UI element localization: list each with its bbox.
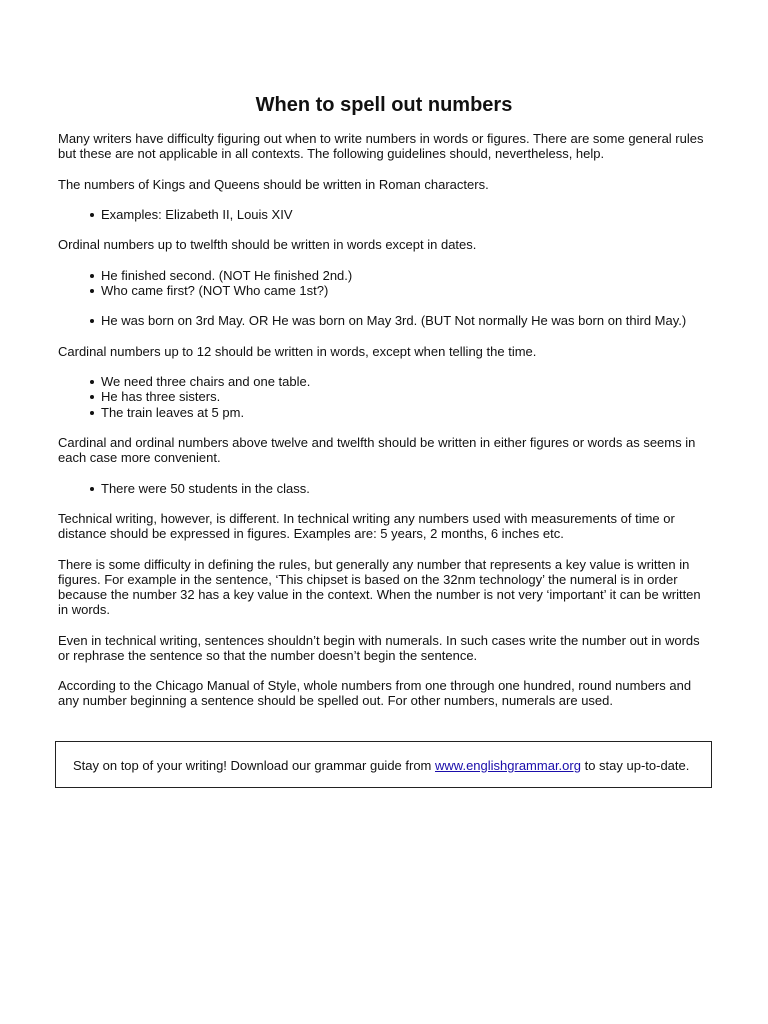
article-body bbox=[58, 131, 708, 724]
kings-examples-list bbox=[58, 207, 708, 222]
callout-prefix: Stay on top of your writing! Download our grammar guide from bbox=[73, 758, 436, 773]
callout-text bbox=[73, 758, 689, 773]
chicago-paragraph: According to the Chicago Manual of Style, whole numbers from one through one hundred, round numbers and any number beginning a sentence should be spelled out. For other numbers, numerals are used. bbox=[58, 678, 692, 709]
kings-rule-paragraph: The numbers of Kings and Queens should be written in Roman characters. bbox=[58, 176, 489, 192]
englishgrammar-link[interactable]: www.englishgrammar.org bbox=[435, 758, 581, 773]
difficulty-paragraph: There is some difficulty in defining the rules, but generally any number that represents a key value is written in figures. For example in the sentence, ‘This chipset is based on the 32nm technology’ the numeral is in order because the number 32 has a key value in the context. When the number is not very ‘important’ it can be written in words. bbox=[58, 556, 701, 618]
list-item: We need three chairs and one table. bbox=[101, 374, 708, 389]
cardinal-examples-list bbox=[58, 374, 708, 420]
list-item: He was born on 3rd May. OR He was born on May 3rd. (BUT Not normally He was born on third May.) bbox=[101, 313, 708, 328]
list-item: He has three sisters. bbox=[101, 389, 708, 404]
intro-paragraph: Many writers have difficulty figuring out when to write numbers in words or figures. There are some general rules but these are not applicable in all contexts. The following guidelines should, nevertheless, help. bbox=[58, 131, 704, 162]
technical-paragraph: Technical writing, however, is different. In technical writing any numbers used with measurements of time or distance should be expressed in figures. Examples are: 5 years, 2 months, 6 inches etc. bbox=[58, 510, 675, 542]
callout-box bbox=[55, 741, 712, 788]
ordinal-examples-list bbox=[58, 268, 708, 298]
ordinal-rule-paragraph: Ordinal numbers up to twelfth should be written in words except in dates. bbox=[58, 237, 477, 253]
callout-suffix: to stay up-to-date. bbox=[580, 758, 690, 773]
above-twelve-paragraph: Cardinal and ordinal numbers above twelve and twelfth should be written in either figures or words as seems in each case more convenient. bbox=[58, 434, 696, 466]
list-item: The train leaves at 5 pm. bbox=[101, 405, 708, 420]
page-title: When to spell out numbers bbox=[255, 94, 513, 116]
above-twelve-examples-list bbox=[58, 481, 708, 496]
list-item: He finished second. (NOT He finished 2nd.) bbox=[101, 268, 708, 283]
list-item: Who came first? (NOT Who came 1st?) bbox=[101, 283, 708, 298]
list-item: Examples: Elizabeth II, Louis XIV bbox=[101, 207, 708, 222]
begin-sentence-paragraph: Even in technical writing, sentences shouldn’t begin with numerals. In such cases write the number out in words or rephrase the sentence so that the number doesn’t begin the sentence. bbox=[58, 632, 700, 663]
list-item: There were 50 students in the class. bbox=[101, 481, 708, 496]
cardinal-rule-paragraph: Cardinal numbers up to 12 should be written in words, except when telling the time. bbox=[58, 343, 537, 359]
date-examples-list bbox=[58, 313, 708, 328]
